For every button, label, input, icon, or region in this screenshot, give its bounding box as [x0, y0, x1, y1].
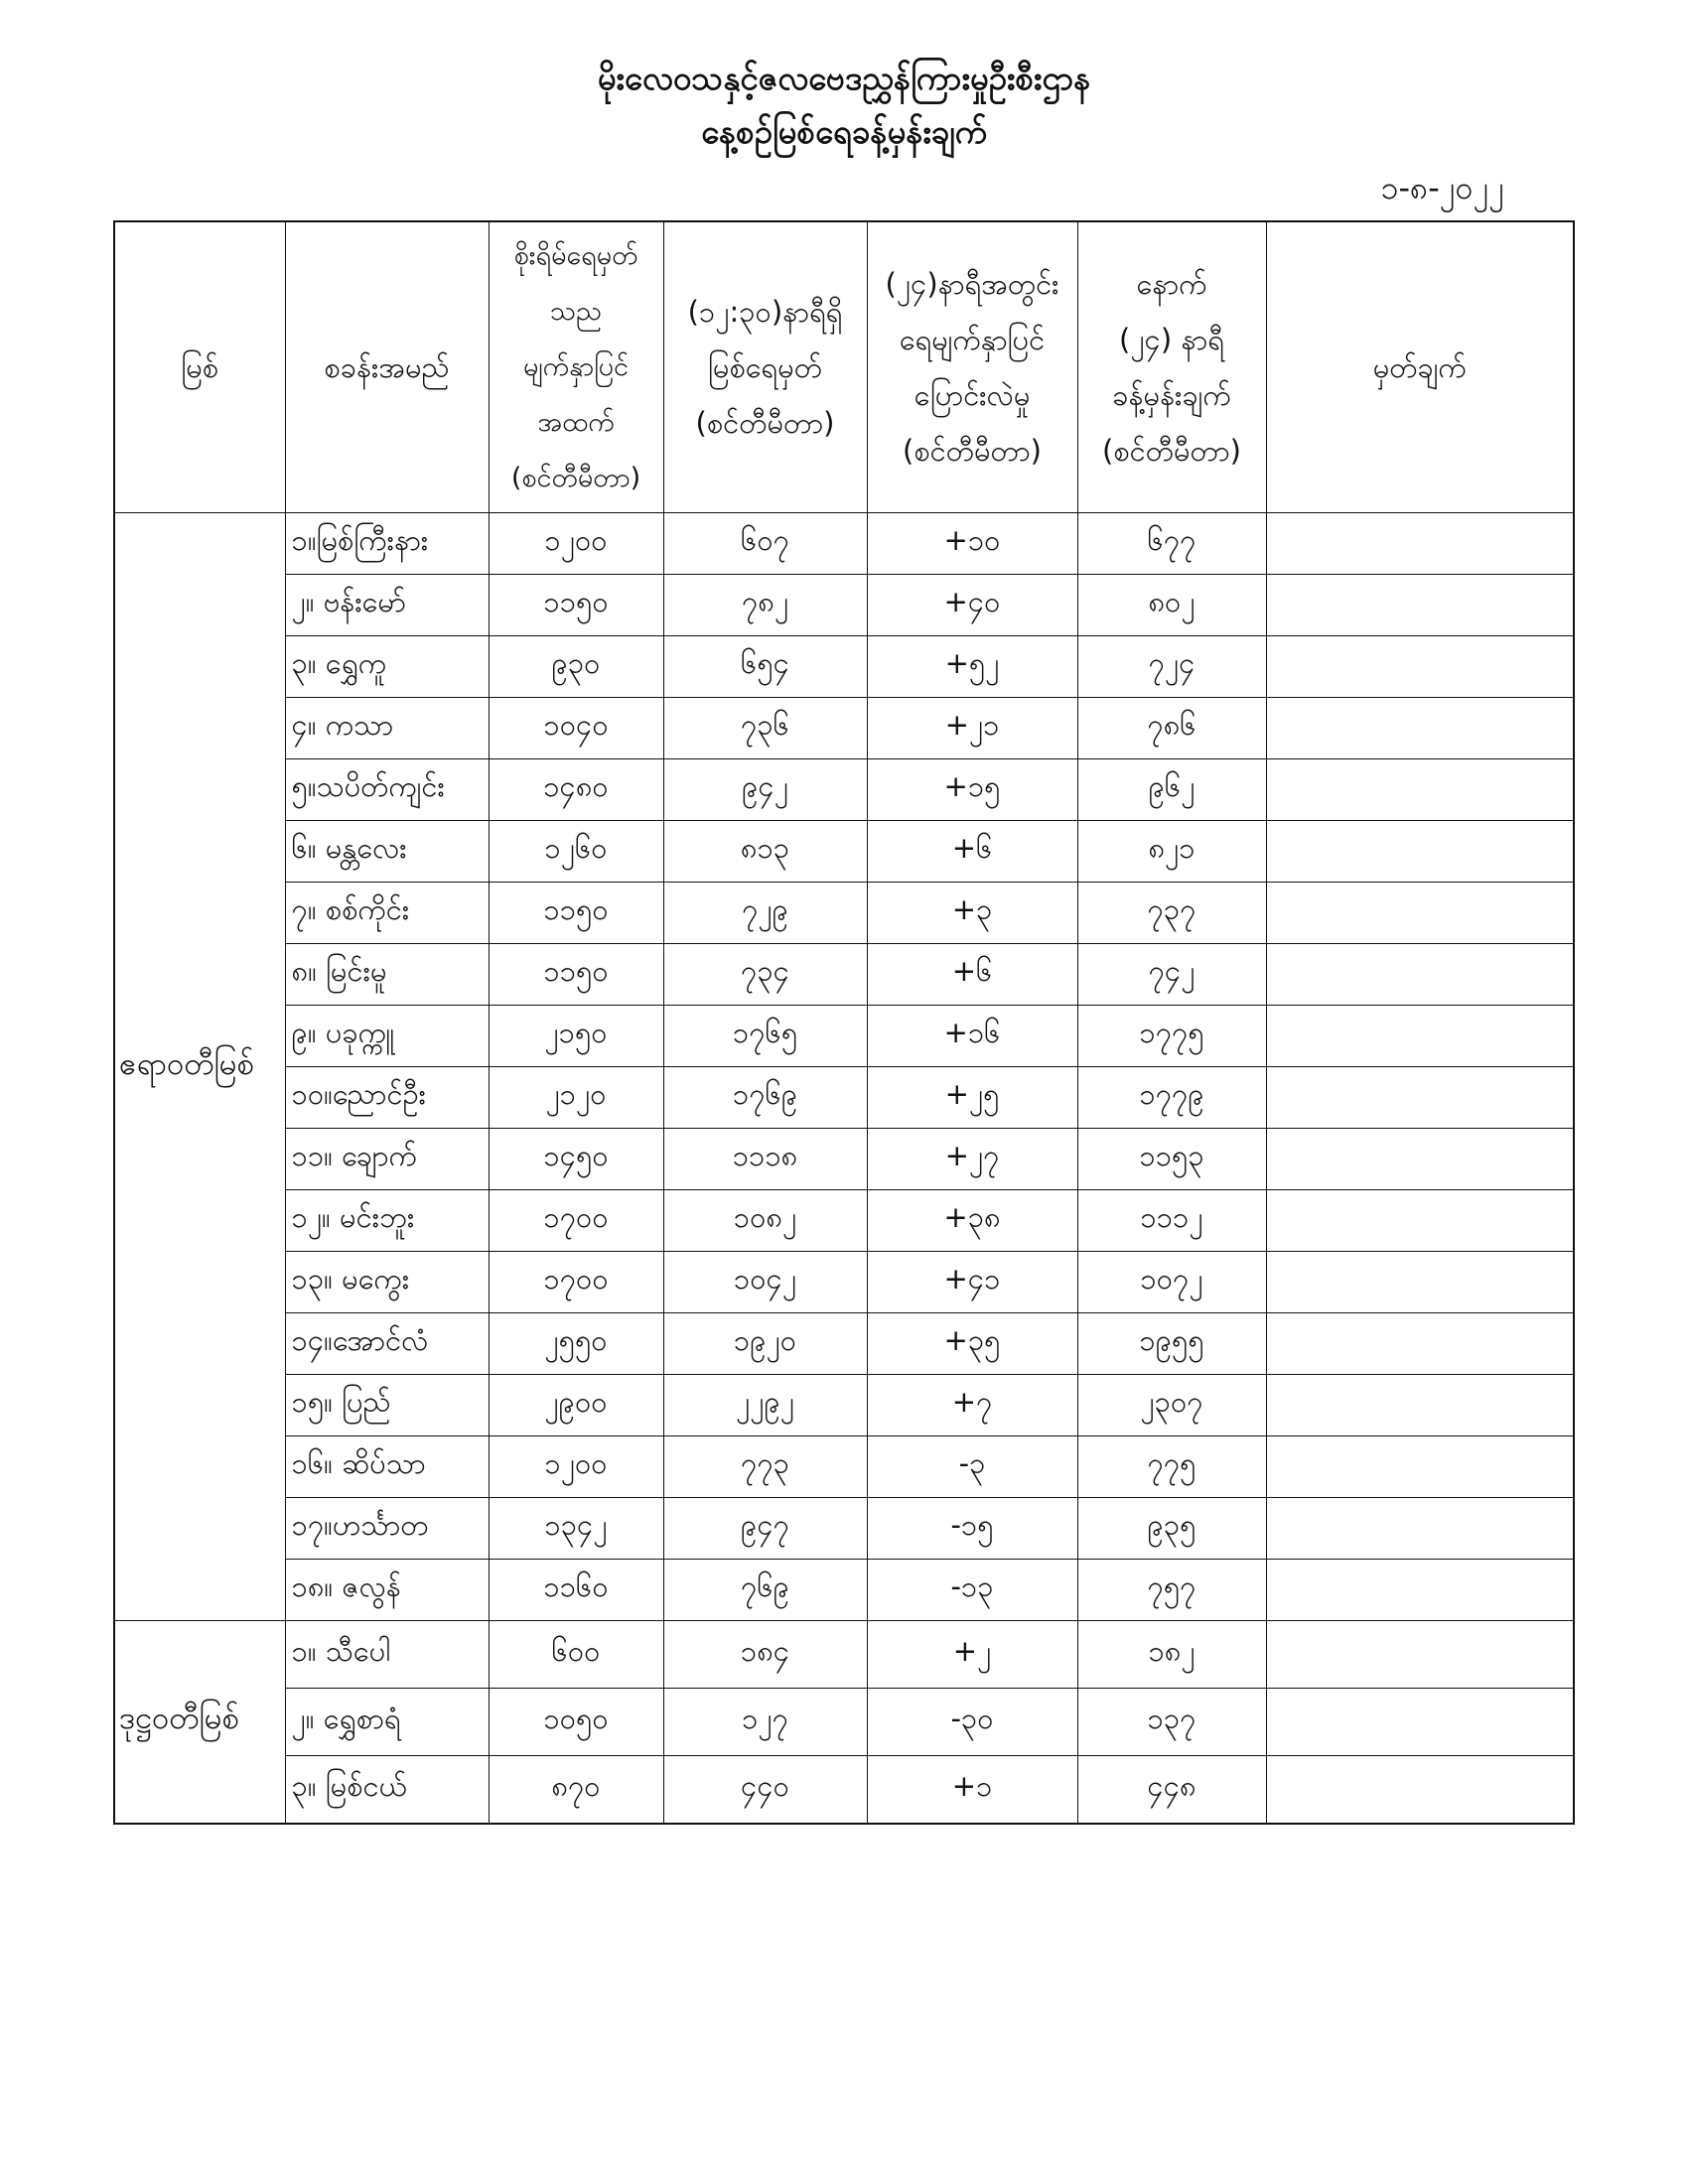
level-change-cell: +၆ — [867, 821, 1077, 883]
level-change-cell: +၂၅ — [867, 1067, 1077, 1129]
forecast-cell: ၉၆၂ — [1077, 759, 1266, 821]
report-date: ၁-၈-၂၀၂၂ — [1380, 169, 1504, 206]
level-change-cell: -၁၅ — [867, 1498, 1077, 1560]
level-change-cell: -၃ — [867, 1436, 1077, 1498]
remark-cell — [1266, 883, 1574, 944]
table-row — [114, 575, 1574, 636]
danger-level-cell: ၂၁၂၀ — [489, 1067, 663, 1129]
level-change-cell: +၃ — [867, 883, 1077, 944]
station-cell: ၈။ မြင်းမူ — [285, 944, 489, 1006]
current-level-cell: ၁၂၇ — [663, 1689, 867, 1756]
table-header-row — [114, 221, 1574, 513]
level-change-cell: +၁၀ — [867, 513, 1077, 575]
forecast-cell: ၇၇၅ — [1077, 1436, 1266, 1498]
forecast-cell: ၁၁၁၂ — [1077, 1190, 1266, 1252]
level-change-cell: +၄၀ — [867, 575, 1077, 636]
table-row — [114, 759, 1574, 821]
table-row — [114, 1129, 1574, 1190]
forecast-cell: ၈၂၁ — [1077, 821, 1266, 883]
station-cell: ၁၃။ မကွေး — [285, 1252, 489, 1313]
remark-cell — [1266, 636, 1574, 698]
forecast-cell: ၇၃၇ — [1077, 883, 1266, 944]
station-cell: ၅။သပိတ်ကျင်း — [285, 759, 489, 821]
table-row — [114, 944, 1574, 1006]
current-level-cell: ၇၈၂ — [663, 575, 867, 636]
current-level-cell: ၁၇၆၅ — [663, 1006, 867, 1067]
current-level-cell: ၆၀၇ — [663, 513, 867, 575]
forecast-cell: ၈၀၂ — [1077, 575, 1266, 636]
header-danger-level: စိုးရိမ်ရေမှတ် သည မျက်နှာပြင် အထက် (စင်တီမီတာ) — [489, 221, 663, 513]
station-cell: ၄။ ကသာ — [285, 698, 489, 759]
station-cell: ၁၈။ ဇလွန် — [285, 1560, 489, 1621]
remark-cell — [1266, 1560, 1574, 1621]
forecast-cell: ၄၄၈ — [1077, 1756, 1266, 1824]
danger-level-cell: ၁၄၅၀ — [489, 1129, 663, 1190]
remark-cell — [1266, 759, 1574, 821]
table-row — [114, 1190, 1574, 1252]
level-change-cell: -၁၃ — [867, 1560, 1077, 1621]
danger-level-cell: ၉၃၀ — [489, 636, 663, 698]
level-change-cell: +၂ — [867, 1621, 1077, 1689]
table-row — [114, 698, 1574, 759]
table-row — [114, 1689, 1574, 1756]
table-row — [114, 636, 1574, 698]
current-level-cell: ၇၃၄ — [663, 944, 867, 1006]
river-name-cell: ဧရာဝတီမြစ် — [114, 513, 285, 1621]
forecast-cell: ၁၇၇၅ — [1077, 1006, 1266, 1067]
page-title: မိုးလေဝသနှင့်ဇလဗေဒညွှန်ကြားမှုဦးစီးဌာန — [597, 59, 1091, 97]
current-level-cell: ၇၇၃ — [663, 1436, 867, 1498]
level-change-cell: +၁၆ — [867, 1006, 1077, 1067]
danger-level-cell: ၂၉၀၀ — [489, 1375, 663, 1436]
current-level-cell: ၉၄၂ — [663, 759, 867, 821]
station-cell: ၉။ ပခုက္ကူ — [285, 1006, 489, 1067]
forecast-cell: ၁၃၇ — [1077, 1689, 1266, 1756]
remark-cell — [1266, 1375, 1574, 1436]
level-change-cell: +၄၁ — [867, 1252, 1077, 1313]
remark-cell — [1266, 1689, 1574, 1756]
remark-cell — [1266, 698, 1574, 759]
header-river: မြစ် — [114, 221, 285, 513]
forecast-cell: ၇၂၄ — [1077, 636, 1266, 698]
station-cell: ၃။ မြစ်ငယ် — [285, 1756, 489, 1824]
danger-level-cell: ၁၇၀၀ — [489, 1252, 663, 1313]
danger-level-cell: ၁၃၄၂ — [489, 1498, 663, 1560]
danger-level-cell: ၁၄၈၀ — [489, 759, 663, 821]
level-change-cell: +၂၇ — [867, 1129, 1077, 1190]
table-row — [114, 883, 1574, 944]
table-row — [114, 1252, 1574, 1313]
station-cell: ၁၄။အောင်လံ — [285, 1313, 489, 1375]
remark-cell — [1266, 513, 1574, 575]
forecast-cell: ၁၈၂ — [1077, 1621, 1266, 1689]
danger-level-cell: ၁၀၅၀ — [489, 1689, 663, 1756]
station-cell: ၁။ သီပေါ — [285, 1621, 489, 1689]
forecast-cell: ၁၀၇၂ — [1077, 1252, 1266, 1313]
station-cell: ၁၁။ ချောက် — [285, 1129, 489, 1190]
remark-cell — [1266, 1129, 1574, 1190]
station-cell: ၂။ ရွှေစာရံ — [285, 1689, 489, 1756]
current-level-cell: ၇၆၉ — [663, 1560, 867, 1621]
header-24h-change: (၂၄)နာရီအတွင်း ရေမျက်နှာပြင် ပြောင်းလဲမှု (စင်တီမီတာ) — [867, 221, 1077, 513]
table-body — [114, 513, 1574, 1824]
station-cell: ၃။ ရွှေကူ — [285, 636, 489, 698]
station-cell: ၇။ စစ်ကိုင်း — [285, 883, 489, 944]
current-level-cell: ၇၂၉ — [663, 883, 867, 944]
remark-cell — [1266, 821, 1574, 883]
danger-level-cell: ၁၁၅၀ — [489, 575, 663, 636]
level-change-cell: +၃၈ — [867, 1190, 1077, 1252]
page-subtitle: နေ့စဉ်မြစ်ရေခန့်မှန်းချက် — [701, 112, 987, 151]
remark-cell — [1266, 1498, 1574, 1560]
danger-level-cell: ၁၇၀၀ — [489, 1190, 663, 1252]
danger-level-cell: ၁၁၅၀ — [489, 883, 663, 944]
station-cell: ၁၀။ညောင်ဦး — [285, 1067, 489, 1129]
remark-cell — [1266, 944, 1574, 1006]
remark-cell — [1266, 1252, 1574, 1313]
level-change-cell: -၃၀ — [867, 1689, 1077, 1756]
table-row — [114, 513, 1574, 575]
forecast-cell: ၁၁၅၃ — [1077, 1129, 1266, 1190]
table-row — [114, 821, 1574, 883]
station-cell: ၁။မြစ်ကြီးနား — [285, 513, 489, 575]
current-level-cell: ၉၄၇ — [663, 1498, 867, 1560]
table-row — [114, 1498, 1574, 1560]
remark-cell — [1266, 1006, 1574, 1067]
table-row — [114, 1756, 1574, 1824]
station-cell: ၆။ မန္တလေး — [285, 821, 489, 883]
danger-level-cell: ၁၂၀၀ — [489, 1436, 663, 1498]
danger-level-cell: ၁၁၆၀ — [489, 1560, 663, 1621]
remark-cell — [1266, 1190, 1574, 1252]
current-level-cell: ၁၉၂၀ — [663, 1313, 867, 1375]
remark-cell — [1266, 1621, 1574, 1689]
station-cell: ၂။ ဗန်းမော် — [285, 575, 489, 636]
remark-cell — [1266, 1313, 1574, 1375]
danger-level-cell: ၁၁၅၀ — [489, 944, 663, 1006]
forecast-cell: ၂၃၀၇ — [1077, 1375, 1266, 1436]
danger-level-cell: ၁၀၄၀ — [489, 698, 663, 759]
remark-cell — [1266, 1756, 1574, 1824]
table-row — [114, 1436, 1574, 1498]
forecast-cell: ၁၇၇၉ — [1077, 1067, 1266, 1129]
header-forecast: နောက် (၂၄) နာရီ ခန့်မှန်းချက် (စင်တီမီတာ) — [1077, 221, 1266, 513]
table-row — [114, 1006, 1574, 1067]
forecast-cell: ၁၉၅၅ — [1077, 1313, 1266, 1375]
level-change-cell: +၁ — [867, 1756, 1077, 1824]
header-remarks: မှတ်ချက် — [1266, 221, 1574, 513]
river-forecast-table — [113, 220, 1575, 1825]
station-cell: ၁၂။ မင်းဘူး — [285, 1190, 489, 1252]
river-name-cell: ဒုဋ္ဌဝတီမြစ် — [114, 1621, 285, 1824]
station-cell: ၁၅။ ပြည် — [285, 1375, 489, 1436]
forecast-cell: ၇၄၂ — [1077, 944, 1266, 1006]
station-cell: ၁၇။ဟင်္သာတ — [285, 1498, 489, 1560]
current-level-cell: ၆၅၄ — [663, 636, 867, 698]
danger-level-cell: ၆၀၀ — [489, 1621, 663, 1689]
danger-level-cell: ၂၅၅၀ — [489, 1313, 663, 1375]
current-level-cell: ၁၇၆၉ — [663, 1067, 867, 1129]
danger-level-cell: ၁၂၀၀ — [489, 513, 663, 575]
current-level-cell: ၈၁၃ — [663, 821, 867, 883]
current-level-cell: ၂၂၉၂ — [663, 1375, 867, 1436]
header-current-level: (၁၂:၃၀)နာရီရှိ မြစ်ရေမှတ် (စင်တီမီတာ) — [663, 221, 867, 513]
table-row — [114, 1067, 1574, 1129]
danger-level-cell: ၁၂၆၀ — [489, 821, 663, 883]
danger-level-cell: ၈၇၀ — [489, 1756, 663, 1824]
table-row — [114, 1560, 1574, 1621]
forecast-cell: ၆၇၇ — [1077, 513, 1266, 575]
table-row — [114, 1375, 1574, 1436]
table-row — [114, 1621, 1574, 1689]
level-change-cell: +၂၁ — [867, 698, 1077, 759]
current-level-cell: ၁၀၈၂ — [663, 1190, 867, 1252]
current-level-cell: ၁၈၄ — [663, 1621, 867, 1689]
station-cell: ၁၆။ ဆိပ်သာ — [285, 1436, 489, 1498]
table-row — [114, 1313, 1574, 1375]
forecast-cell: ၇၅၇ — [1077, 1560, 1266, 1621]
level-change-cell: +၇ — [867, 1375, 1077, 1436]
danger-level-cell: ၂၁၅၀ — [489, 1006, 663, 1067]
current-level-cell: ၇၃၆ — [663, 698, 867, 759]
forecast-cell: ၉၃၅ — [1077, 1498, 1266, 1560]
current-level-cell: ၄၄၀ — [663, 1756, 867, 1824]
header-station: စခန်းအမည် — [285, 221, 489, 513]
current-level-cell: ၁၁၁၈ — [663, 1129, 867, 1190]
level-change-cell: +၆ — [867, 944, 1077, 1006]
forecast-cell: ၇၈၆ — [1077, 698, 1266, 759]
remark-cell — [1266, 575, 1574, 636]
current-level-cell: ၁၀၄၂ — [663, 1252, 867, 1313]
remark-cell — [1266, 1436, 1574, 1498]
remark-cell — [1266, 1067, 1574, 1129]
level-change-cell: +၅၂ — [867, 636, 1077, 698]
level-change-cell: +၃၅ — [867, 1313, 1077, 1375]
level-change-cell: +၁၅ — [867, 759, 1077, 821]
